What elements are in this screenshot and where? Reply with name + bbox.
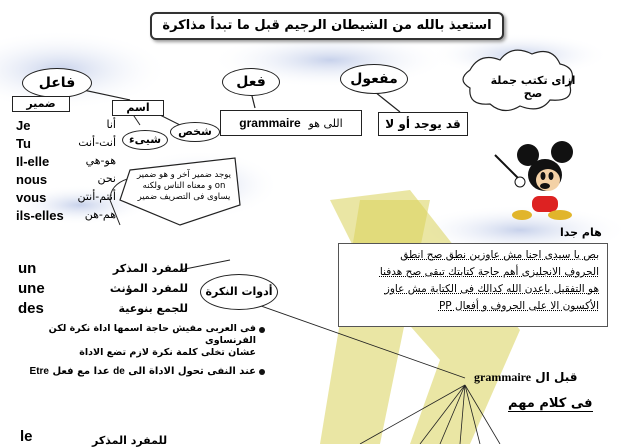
pronoun-list: [16, 118, 116, 226]
on-note: يوجد ضمير آخر و هو ضمير on و معناه الناس ولكنه يساوى فى التصريف ضمير: [136, 170, 232, 202]
pronoun-ar: نحن: [97, 172, 116, 185]
main-note-line: بص يا سيدى احنا مش عاوزين نطق صح انطق: [400, 249, 599, 261]
pronoun-ar: أنا: [106, 118, 116, 131]
bullet-1-line-2: عشان تخلى كلمة نكرة لازم تضع الاداة: [79, 347, 256, 358]
article-le: le: [20, 428, 33, 445]
article-row: [18, 258, 188, 278]
pronoun-row: [16, 118, 116, 136]
pronoun-fr: ils-elles: [16, 208, 64, 223]
pronoun-row: [16, 136, 116, 154]
pronoun-fr: Je: [16, 118, 31, 133]
pronoun-ar: هم-هن: [84, 208, 116, 221]
node-mafool: مفعول: [340, 64, 408, 94]
article-ar: للمفرد المؤنث: [109, 281, 188, 295]
grammaire-tag: اللى هو: [308, 117, 343, 130]
article-fr: des: [18, 299, 44, 317]
hamm-jiddan-label: هام جدا: [560, 226, 602, 239]
pronoun-row: [16, 154, 116, 172]
pronoun-fr: Tu: [16, 136, 31, 151]
node-shakhs: شخص: [170, 122, 220, 142]
node-faail: فاعل: [22, 68, 92, 98]
pronoun-row: [16, 172, 116, 190]
qad-yojad-box: قد يوجد أو لا: [378, 112, 468, 136]
bullet-note-2: عند النفى تحول الاداة الى de عدا مع فعل Etre: [29, 366, 256, 377]
bullet-note-1: [40, 323, 256, 359]
main-note: [338, 243, 608, 327]
article-fr: une: [18, 279, 45, 297]
article-le-ar: للمفرد المذكر: [92, 434, 168, 447]
pronoun-ar: أنتم-أنتن: [77, 190, 116, 203]
pronoun-fr: vous: [16, 190, 47, 205]
pronoun-ar: أنت-أنت: [78, 136, 116, 149]
cloud-note: ازاى تكتب جملة صح: [490, 74, 576, 100]
grammaire-word: grammaire: [239, 116, 301, 130]
article-ar: للجمع بنوعية: [118, 301, 188, 315]
main-note-line: هو التفقيل باعدن الله كدالك فى الكتابة مش عاوز: [384, 283, 599, 295]
fi-kalam-muhim: فى كلام مهم: [508, 396, 593, 411]
node-damir: ضمير: [12, 96, 70, 112]
node-feal: فعل: [222, 68, 280, 96]
node-shayy: شيىء: [122, 130, 168, 150]
article-fr: un: [18, 259, 37, 277]
article-ar: للمفرد المذكر: [112, 261, 188, 275]
pronoun-row: [16, 208, 116, 226]
pronoun-row: [16, 190, 116, 208]
pronoun-ar: هو-هي: [85, 154, 116, 167]
pronoun-fr: Il-elle: [16, 154, 50, 169]
main-note-line: الحروف الانجليزى أهم حاجة كتابتك تبقى صح هدفنا: [379, 266, 599, 278]
articles-list: [18, 258, 188, 318]
pronoun-fr: nous: [16, 172, 48, 187]
grammaire-box: [220, 110, 362, 136]
article-row: [18, 278, 188, 298]
article-row: [18, 298, 188, 318]
adawat-bubble: أدوات النكرة: [200, 274, 278, 310]
page-title: استعيذ بالله من الشيطان الرجيم قبل ما تبدأ مذاكرة: [150, 12, 504, 40]
node-ism: اسم: [112, 100, 164, 116]
bullet-1-line-1: فى العربى مفيش حاجة اسمها اداة نكرة لكن الفرنساوى: [48, 323, 256, 346]
qabl-grammaire: قبل ال grammaire: [474, 370, 578, 384]
main-note-line: الأكسون الا على الحروف و أفعال PP: [438, 300, 599, 312]
